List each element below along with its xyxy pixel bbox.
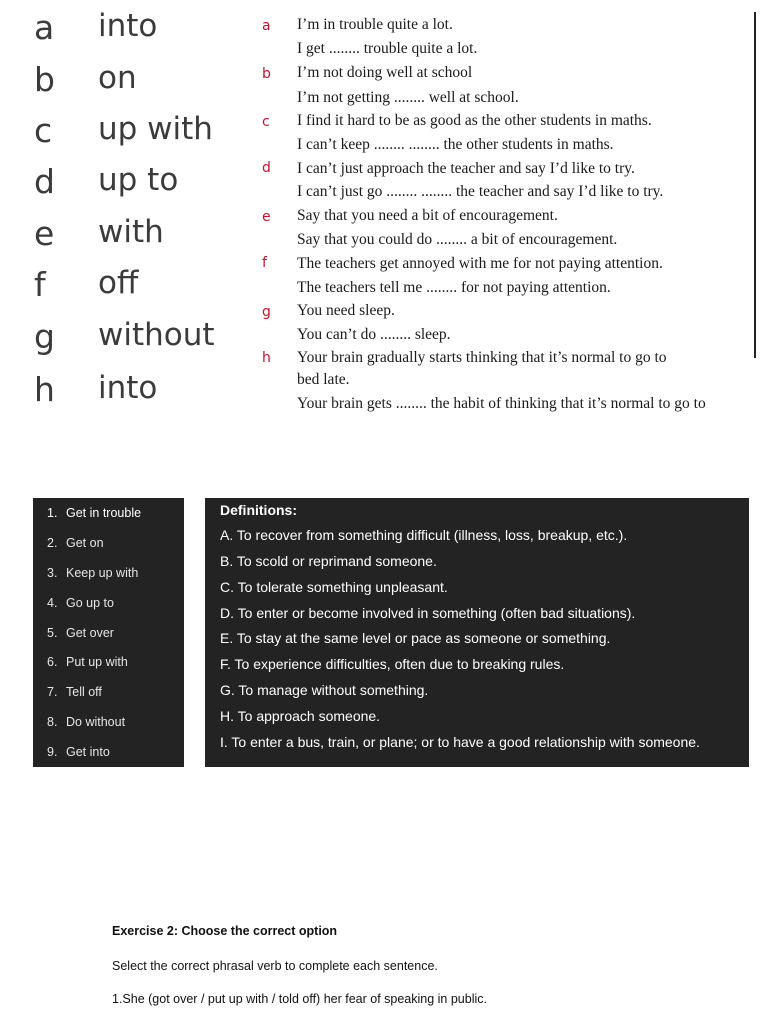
item-text: Get into	[66, 745, 110, 759]
exercise-title: Exercise 2: Choose the correct option	[112, 924, 338, 938]
list-item	[33, 677, 184, 707]
pair-letter: h	[262, 350, 271, 366]
item-text: Get on	[66, 536, 104, 550]
phrase-options	[0, 0, 232, 420]
definitions-heading: Definitions:	[220, 502, 297, 518]
item-number: 3.	[47, 566, 58, 580]
list-item	[33, 588, 184, 618]
item-number: 8.	[47, 715, 58, 729]
item-number: 9.	[47, 745, 58, 759]
item-text: Do without	[66, 715, 126, 729]
pair-letter: a	[262, 18, 271, 34]
sentence: bed late.	[297, 371, 350, 388]
option-phrase: up to	[98, 162, 179, 198]
sentence: The teachers get annoyed with me for not paying attention.	[297, 255, 663, 272]
sentence: I get ........ trouble quite a lot.	[297, 40, 478, 57]
option-letter: a	[34, 8, 55, 47]
item-number: 2.	[47, 536, 58, 550]
vertical-rule	[754, 12, 756, 358]
option-d	[0, 162, 232, 210]
definitions-panel	[205, 498, 749, 767]
exercise-instruction: Select the correct phrasal verb to complete each sentence.	[112, 959, 438, 973]
definition-item: H. To approach someone.	[220, 708, 381, 724]
option-phrase: on	[98, 60, 137, 96]
option-phrase: without	[98, 317, 215, 353]
item-number: 1.	[47, 506, 58, 520]
item-number: 6.	[47, 655, 58, 669]
sentence: Your brain gradually starts thinking that it’s normal to go to	[297, 349, 667, 366]
item-number: 4.	[47, 596, 58, 610]
option-a	[0, 8, 232, 56]
definition-item: A. To recover from something difficult (illness, loss, breakup, etc.).	[220, 527, 628, 543]
list-item	[33, 528, 184, 558]
option-letter: f	[34, 265, 46, 304]
definition-item: G. To manage without something.	[220, 682, 429, 698]
list-item	[33, 707, 184, 737]
definition-item: E. To stay at the same level or pace as someone or something.	[220, 630, 611, 646]
item-text: Tell off	[66, 685, 102, 699]
sentence: I find it hard to be as good as the other students in maths.	[297, 112, 652, 129]
option-e	[0, 214, 232, 262]
sentence: You can’t do ........ sleep.	[297, 326, 451, 343]
item-text: Get over	[66, 626, 114, 640]
option-b	[0, 60, 232, 108]
sentence: I’m not getting ........ well at school.	[297, 89, 519, 106]
sentence: Say that you could do ........ a bit of encouragement.	[297, 231, 618, 248]
sentence: The teachers tell me ........ for not paying attention.	[297, 279, 611, 296]
option-f	[0, 265, 232, 313]
item-text: Keep up with	[66, 566, 139, 580]
definition-item: D. To enter or become involved in something (often bad situations).	[220, 605, 636, 621]
option-phrase: off	[98, 265, 139, 301]
item-text: Go up to	[66, 596, 114, 610]
option-letter: b	[34, 60, 55, 99]
option-letter: c	[34, 111, 53, 150]
pair-letter: c	[262, 114, 270, 130]
list-item	[33, 737, 184, 767]
pair-letter: b	[262, 66, 271, 82]
definition-item: F. To experience difficulties, often due to breaking rules.	[220, 656, 565, 672]
option-letter: e	[34, 214, 55, 253]
option-phrase: up with	[98, 111, 213, 147]
phrasal-verb-list	[33, 498, 184, 767]
definition-item: I. To enter a bus, train, or plane; or to have a good relationship with someone.	[220, 734, 700, 750]
option-letter: h	[34, 370, 55, 409]
list-item	[33, 647, 184, 677]
pair-letter: e	[262, 209, 271, 225]
sentence: You need sleep.	[297, 302, 395, 319]
definition-item: C. To tolerate something unpleasant.	[220, 579, 448, 595]
item-number: 7.	[47, 685, 58, 699]
item-text: Put up with	[66, 655, 128, 669]
item-number: 5.	[47, 626, 58, 640]
option-phrase: into	[98, 370, 158, 406]
pair-letter: f	[262, 255, 267, 271]
option-h	[0, 370, 232, 418]
sentence-pairs	[250, 0, 768, 420]
option-phrase: into	[98, 8, 158, 44]
sentence: I’m in trouble quite a lot.	[297, 16, 453, 33]
sentence: I’m not doing well at school	[297, 64, 473, 81]
list-item	[33, 618, 184, 648]
pair-letter: g	[262, 304, 271, 320]
option-letter: d	[34, 162, 55, 201]
definition-item: B. To scold or reprimand someone.	[220, 553, 437, 569]
option-g	[0, 317, 232, 365]
sentence: I can’t just approach the teacher and say I’d like to try.	[297, 160, 635, 177]
sentence: I can’t keep ........ ........ the other students in maths.	[297, 136, 614, 153]
sentence: I can’t just go ........ ........ the teacher and say I’d like to try.	[297, 183, 664, 200]
list-item	[33, 498, 184, 528]
item-text: Get in trouble	[66, 506, 142, 520]
option-letter: g	[34, 317, 55, 356]
sentence: Say that you need a bit of encouragement.	[297, 207, 558, 224]
list-item	[33, 558, 184, 588]
exercise-question: 1.She (got over / put up with / told off) her fear of speaking in public.	[112, 992, 487, 1006]
sentence: Your brain gets ........ the habit of thinking that it’s normal to go to	[297, 395, 706, 412]
pair-letter: d	[262, 160, 271, 176]
option-c	[0, 111, 232, 159]
option-phrase: with	[98, 214, 164, 250]
